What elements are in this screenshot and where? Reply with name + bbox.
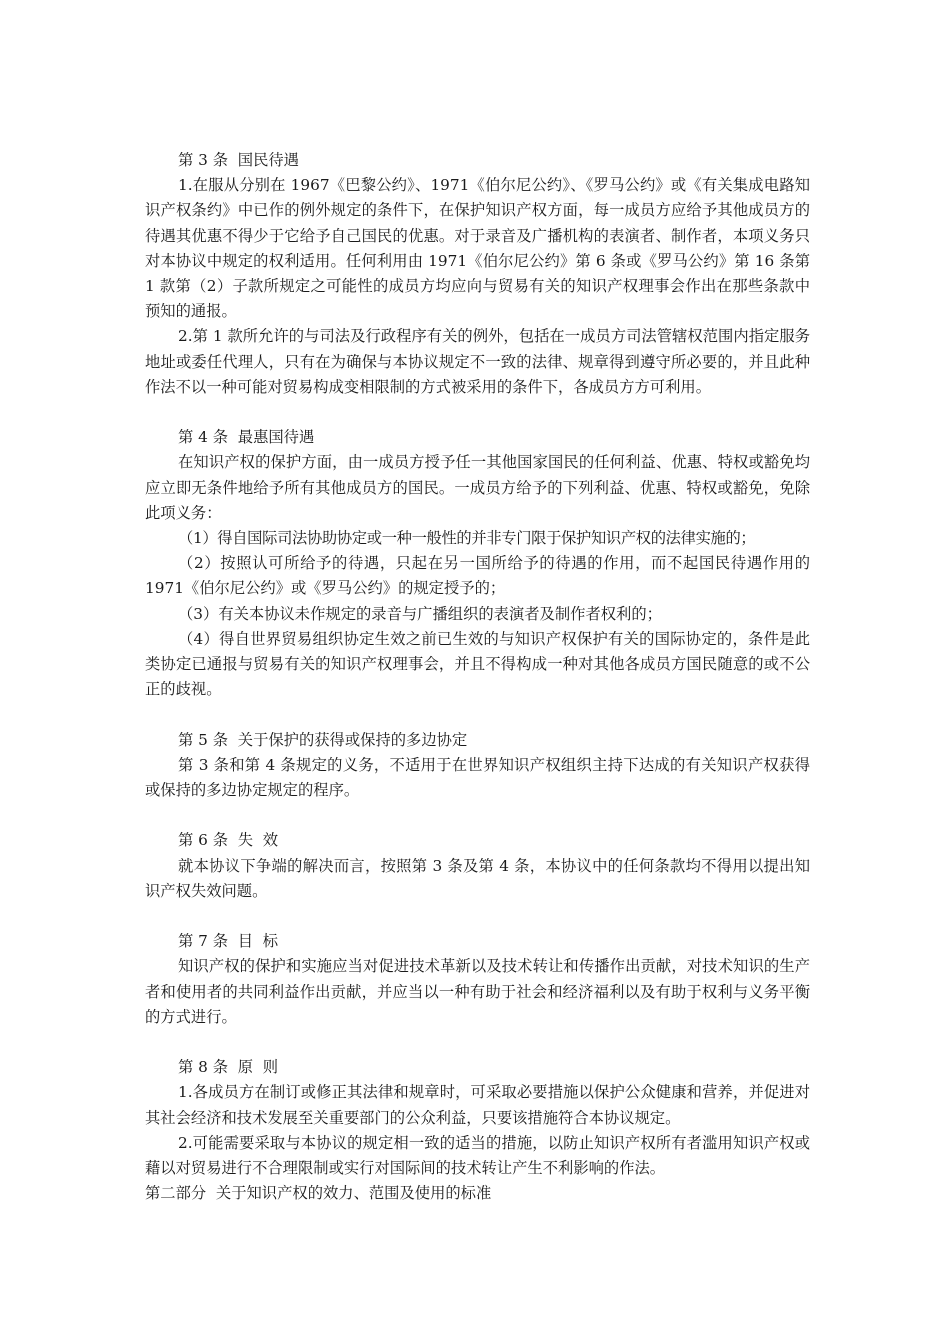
list-item: （3）有关本协议未作规定的录音与广播组织的表演者及制作者权利的； xyxy=(178,604,662,623)
part-title: 第二部分 关于知识产权的效力、范围及使用的标准 xyxy=(145,1184,492,1203)
article-heading: 第 4 条 最惠国待遇 xyxy=(178,428,315,447)
list-item: （1）得自国际司法协助协定或一种一般性的并非专门限于保护知识产权的法律实施的； xyxy=(178,529,756,548)
article-5 xyxy=(145,728,810,804)
article-heading: 第 5 条 关于保护的获得或保持的多边协定 xyxy=(178,730,468,749)
article-paragraph: 就本协议下争端的解决而言，按照第 3 条及第 4 条，本协议中的任何条款均不得用以提出知识产权失效问题。 xyxy=(145,856,810,900)
article-8 xyxy=(145,1055,810,1181)
document-page xyxy=(145,148,810,1206)
article-4 xyxy=(145,425,810,702)
article-3 xyxy=(145,148,810,400)
article-paragraph: 知识产权的保护和实施应当对促进技术革新以及技术转让和传播作出贡献，对技术知识的生产者和使用者的共同利益作出贡献，并应当以一种有助于社会和经济福利以及有助于权利与义务平衡的方式进行。 xyxy=(145,957,810,1026)
article-6 xyxy=(145,828,810,904)
list-item: （4）得自世界贸易组织协定生效之前已生效的与知识产权保护有关的国际协定的，条件是此类协定已通报与贸易有关的知识产权理事会，并且不得构成一种对其他各成员方国民随意的或不公正的歧视。 xyxy=(145,629,810,699)
article-heading: 第 8 条 原 则 xyxy=(178,1058,279,1077)
article-paragraph: 2.第 1 款所允许的与司法及行政程序有关的例外，包括在一成员方司法管辖权范围内指定服务地址或委任代理人，只有在为确保与本协议规定不一致的法律、规章得到遵守所必要的，并且此种作法不以一种可能对贸易构成变相限制的方式被采用的条件下，各成员方方可利用。 xyxy=(145,327,810,396)
article-paragraph: 1.各成员方在制订或修正其法律和规章时，可采取必要措施以保护公众健康和营养，并促进对其社会经济和技术发展至关重要部门的公众利益，只要该措施符合本协议规定。 xyxy=(145,1083,810,1127)
article-7 xyxy=(145,929,810,1030)
article-heading: 第 3 条 国民待遇 xyxy=(178,151,299,169)
article-paragraph: 1.在服从分别在 1967《巴黎公约》、1971《伯尔尼公约》、《罗马公约》或《有关集成电路知识产权条约》中已作的例外规定的条件下，在保护知识产权方面，每一成员方应给予其他成员方的待遇其优惠不得少于它给予自己国民的优惠。对于录音及广播机构的表演者、制作者，本项义务只对本协议中规定的权利适用。任何利用由 1971《伯尔尼公约》第 6 条或《罗马公约》第 16 条第 1 款第（2）子款所规定之可能性的成员方均应向与贸易有关的知识产权理事会作出在那些条款中预知的通报。 xyxy=(145,176,810,321)
article-heading: 第 6 条 失 效 xyxy=(178,831,279,850)
article-heading: 第 7 条 目 标 xyxy=(178,932,279,951)
article-paragraph: 第 3 条和第 4 条规定的义务，不适用于在世界知识产权组织主持下达成的有关知识产权获得或保持的多边协定规定的程序。 xyxy=(145,755,810,800)
list-item: （2）按照认可所给予的待遇，只起在另一国所给予的待遇的作用，而不起国民待遇作用的 1971《伯尔尼公约》或《罗马公约》的规定授予的； xyxy=(145,554,810,598)
article-paragraph: 2.可能需要采取与本协议的规定相一致的适当的措施，以防止知识产权所有者滥用知识产权或藉以对贸易进行不合理限制或实行对国际间的技术转让产生不利影响的作法。 xyxy=(145,1133,810,1178)
article-paragraph: 在知识产权的保护方面，由一成员方授予任一其他国家国民的任何利益、优惠、特权或豁免均应立即无条件地给予所有其他成员方的国民。一成员方给予的下列利益、优惠、特权或豁免，免除此项义务： xyxy=(145,453,810,522)
